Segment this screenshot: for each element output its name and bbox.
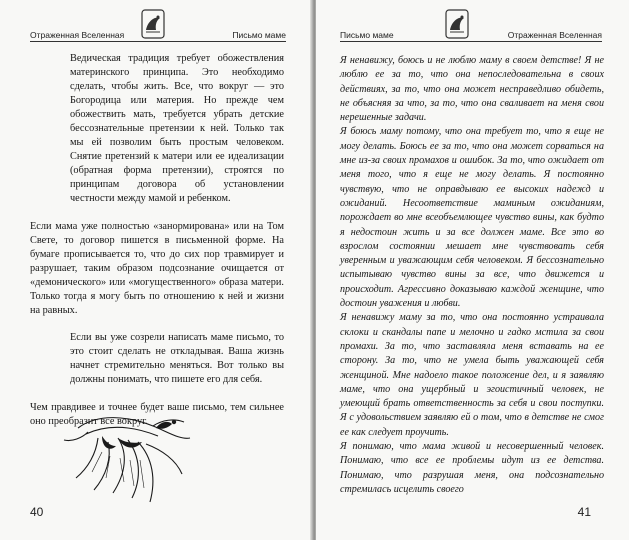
- right-page: [316, 0, 629, 540]
- running-head-book-title: Отраженная Вселенная: [507, 30, 602, 40]
- paragraph: Я ненавижу, боюсь и не люблю маму в своем детстве! Я не люблю ее за то, что она непоследовательна в своих действиях, за то, что она может несправедливо обидеть, не объясняя за что, за то, что она сваливает на меня свои нерешенные задачи.: [340, 55, 604, 124]
- bird-emblem-icon: [442, 8, 472, 42]
- page-number: 40: [30, 505, 44, 519]
- flying-figure-illustration: [58, 398, 198, 508]
- running-head-book-title: Отраженная Вселенная: [30, 30, 125, 40]
- page-number: 41: [577, 505, 591, 519]
- paragraph: Я боюсь маму потому, что она требует то, что я еще не могу делать. Боюсь ее за то, что она может сорваться на мне из-за своих промахов и ошибок. За то, что ожидает от меня того, что я еще не могу делать. Я постоянно чувствую, что не оправдываю ее высоких надежд и ожиданий. Несоответствие маминым ожиданиям, порождает во мне всеобъемлющее чувство вины, как будто я недостоин жить и за все должен маме. Все это во взрослом состоянии мешает мне чувствовать себя уверенным и уважающим себя человеком. Я бессознательно испытываю чувство вины за все, что движется и происходит. Агрессивно доказываю каждой женщине, что достоин уважения и любви.: [340, 126, 604, 310]
- paragraph: Если мама уже полностью «занормирована» или на Том Свете, то договор пишется в письменной форме. На бумаге прописывается то, что до сих пор травмирует и разрушает, таким образом подсознание очищается от «демонического» или «могущественного» образа матери. Только тогда я могу быть по отношению к ней и жизни на равных.: [30, 220, 284, 316]
- bird-emblem-icon: [138, 8, 168, 42]
- paragraph: Ведическая традиция требует обожествления материнского принципа. Это необходимо сделать, чтобы жить. Все, что вокруг — это Богородица или материя. Но прежде чем обожествить мать, требуется убрать детские бессознательные претензии к ней. Только так мы ей позволим быть простым человеком. Снятие претензий к матери или ее идеализации (обратная форма претензии), строятся по принципам договора об установлении честности между мамой и ребенком.: [70, 53, 284, 205]
- paragraph: Я понимаю, что мама живой и несовершенный человек. Понимаю, что все ее проблемы идут из ее детства. Понимаю, что разрушая меня, она подсознательно стремилась исцелить своего: [340, 441, 604, 495]
- paragraph: Я ненавижу маму за то, что она постоянно устраивала склоки и скандалы папе и мелочно и гадко мстила за свои промахи. За то, что заставляла меня вставать на ее сторону. За то, что не умела быть уважающей себя женщиной. Мне надоело такое положение дел, и я заявляю маме, что она ущербный и эгоистичный человек, не умеющий брать ответственность за себя и свои поступки. Я с удовольствием заявляю ей о том, что в детстве не смог ее как следует проучить.: [340, 312, 604, 438]
- running-head-chapter-title: Письмо маме: [340, 30, 394, 40]
- running-head-chapter-title: Письмо маме: [232, 30, 286, 40]
- left-page: [0, 0, 312, 540]
- paragraph: Если вы уже созрели написать маме письмо, то это стоит сделать не откладывая. Ваша жизнь начнет стремительно меняться. Вот только вы должны понимать, что пишете его для себя.: [70, 331, 284, 385]
- left-page-body: [30, 52, 284, 429]
- right-page-body: [340, 54, 604, 497]
- paragraph: Чем правдивее и точнее будет ваше письмо, тем сильнее оно преобразит все вокруг.: [30, 402, 284, 428]
